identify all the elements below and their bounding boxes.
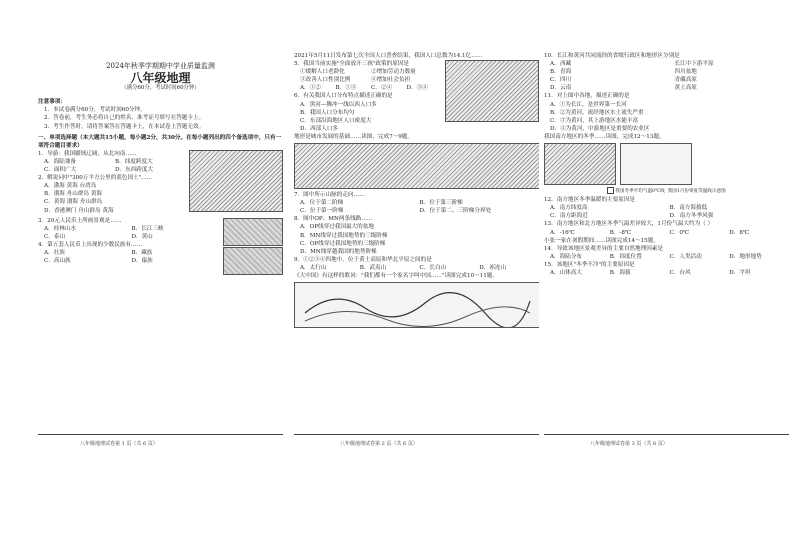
isotherm-map [620, 143, 692, 185]
population-map-figure [445, 60, 539, 122]
footer-divider [38, 434, 283, 435]
question-stem: 10．长江和黄河共同流经的省级行政区和地形区分别是 [544, 53, 680, 59]
option: D．位于第二、三阶梯分界处 [419, 208, 492, 215]
paragraph-intro: 地形是城市发展的基础……读图，完成7～9题。 [294, 133, 413, 140]
option: D．祁连山 [479, 264, 507, 271]
option-letter: D． [550, 85, 561, 92]
q5-statements [294, 68, 442, 84]
figure-legend [544, 187, 789, 196]
page-footer: 八年级地理试卷第 3 页（共 6 页） [590, 441, 668, 447]
paragraph-intro: 我国南方地区的冬季……读图，完成12～13题。 [544, 133, 665, 140]
option: C．黄海 渤海 舟山群岛 [44, 199, 103, 206]
option: D．西部人口多 [300, 125, 339, 132]
option: C．东部沿海地区人口密度大 [300, 117, 372, 124]
option: A．黑河—腾冲一线以西人口多 [300, 101, 377, 108]
option: A．太行山 [300, 264, 327, 271]
banknote-image [223, 247, 283, 275]
option: B．渤海 舟山群岛 黄海 [44, 191, 103, 198]
terrain-map-figure [294, 143, 539, 189]
option-landform: 长江中下游平原 [674, 61, 714, 68]
south-region-map [544, 143, 616, 185]
option: C．0℃ [669, 229, 690, 236]
q8-options [294, 223, 539, 255]
option-letter: A． [550, 61, 560, 68]
page-footer: 八年级地理试卷第 1 页（共 6 页） [80, 441, 158, 447]
climate-figures [544, 143, 789, 185]
q13-options [544, 229, 789, 237]
subject-title: 八年级地理 [130, 71, 191, 86]
option: A．山体高大 [550, 269, 583, 276]
option: D．东西跨度大 [115, 167, 154, 174]
option: D．傣族 [131, 258, 153, 265]
q7-options [294, 199, 539, 215]
option-landform: 黄土高原 [674, 85, 697, 92]
option-landform: 四川盆地 [674, 69, 697, 76]
q1-options [38, 158, 186, 174]
option: D．平坦 [729, 269, 751, 276]
q9-options [294, 264, 539, 272]
option: A．①② [300, 85, 321, 92]
note-item: 1．本试卷满分60分，考试时间60分钟。 [44, 107, 146, 114]
option: D．地形地势 [729, 253, 762, 260]
option: B．-8℃ [609, 229, 632, 236]
option: D．MN线穿越我国的地势阶梯 [300, 248, 377, 255]
option: B．MN线穿过我国地势的三级阶梯 [300, 232, 388, 239]
option: B．南方海拔低 [669, 205, 708, 212]
option: C．③为黄河，其上游地区水能丰富 [550, 117, 639, 124]
option: C．②④ [371, 85, 393, 92]
option: C．台风 [669, 269, 691, 276]
option: C．面积广大 [44, 167, 77, 174]
option: B．藏族 [131, 249, 153, 256]
option: D．黄山 [131, 233, 153, 240]
question-stem: 6．有关我国人口分布特点描述正确的是 [294, 93, 393, 100]
q5-answers [294, 84, 442, 92]
option: A．海陆兼备 [44, 158, 77, 165]
option: C．位于第一阶梯 [300, 208, 344, 215]
q3-options [38, 225, 219, 241]
q15-options [544, 269, 789, 277]
option: A．南方纬度高 [550, 205, 588, 212]
page-footer: 八年级地理试卷第 2 页（共 6 页） [340, 441, 418, 447]
question-stem: 11．对上图中各地，描述正确的是 [544, 93, 630, 100]
banknote-figures [38, 217, 283, 276]
option: C．泰山 [44, 233, 66, 240]
option: A．海陆分布 [550, 253, 583, 260]
option-province: 青海 [560, 69, 572, 76]
option-letter: B． [550, 69, 560, 76]
option: B．纬度位置 [609, 253, 642, 260]
legend-swatch-icon [607, 187, 614, 194]
option: C．高山族 [44, 258, 71, 265]
column-3 [544, 52, 789, 424]
option: A．桂林山水 [44, 225, 77, 232]
legend-text: 我国冬季平均气温0℃线 [615, 189, 665, 195]
paragraph-intro: 2021年5月11日发布第七次全国人口普查结果，我国人口总数为14.1亿…… [294, 53, 483, 59]
option: B．武夷山 [359, 264, 387, 271]
option: D．香港澳门 舟山群岛 黄海 [44, 207, 114, 214]
footer-divider [294, 434, 539, 435]
option: A．-16℃ [550, 229, 575, 236]
option: A．①为长江，是世界第一长河 [550, 101, 627, 108]
option: D．④为黄河，中游地区是重要的农业区 [550, 125, 650, 132]
river-map-figure [294, 282, 539, 328]
option-landform: 青藏高原 [674, 77, 697, 84]
option: ④增加社会负担 [371, 77, 411, 84]
option: A．渤海 黄海 台湾岛 [44, 183, 97, 190]
note-item: 3．考生作答时，请将答案答在答题卡上，在本试卷上答题无效。 [44, 123, 205, 130]
question-stem: 12．南方地区冬季温暖的主要原因是 [544, 197, 636, 204]
option: C．南方距海近 [550, 213, 588, 220]
q4-options [38, 249, 219, 265]
china-map-figure [189, 150, 283, 212]
option: D．8℃ [729, 229, 750, 236]
option: B．我国人口分布均匀 [300, 109, 355, 116]
option-province: 云南 [560, 85, 572, 92]
exam-meta: （满分60分，考试时间60分钟） [121, 85, 200, 92]
option: D．南方冬季风强 [669, 213, 714, 220]
column-1 [38, 52, 283, 424]
question-stem: 9．①②③④四地中，位于黄土高原和华北平原之间的是 [294, 256, 432, 263]
option-letter: C． [550, 77, 560, 84]
option: B．位于第三阶梯 [419, 200, 463, 207]
option: D．③④ [406, 85, 428, 92]
option: A．OP线穿过我国最大的盆地 [300, 224, 374, 231]
option: A．壮族 [44, 249, 65, 256]
option: C．OP线穿过我国地势的三级阶梯 [300, 240, 386, 247]
q12-options [544, 204, 789, 220]
option-province: 四川 [560, 77, 572, 84]
option: B．②为黄河，流经地区水土流失严重 [550, 109, 644, 116]
notes-title: 注意事项： [38, 99, 66, 106]
option: B．长江三峡 [131, 225, 164, 232]
option: B．①③ [335, 85, 357, 92]
figure-caption: 我国1月份零度等温线示意图 [667, 189, 726, 195]
option-province: 西藏 [560, 61, 572, 68]
footer-divider [544, 434, 789, 435]
option: ①缓解人口老龄化 [300, 69, 345, 76]
question-stem: 13．南方地区和北方地区冬季气温差异较大，1月份气温大约为（ ） [544, 221, 714, 228]
question-stem: 7．图中所示山脉的走向…… [294, 192, 365, 199]
question-stem: 2．解说词中"300万平方公里的蓝色国土"…… [38, 175, 153, 182]
option: B．纬度跨度大 [115, 158, 153, 165]
q11-options [544, 101, 789, 133]
river-drawing [295, 283, 539, 327]
question-stem: 8．图中OP、MN两条线路…… [294, 216, 373, 223]
question-stem: 4．第五套人民币上出现的少数民族有…… [38, 241, 143, 248]
question-stem: 15．该地区"冬季不冷"的主要原因是 [544, 261, 635, 268]
option: ②增加劳动力数量 [371, 69, 416, 76]
option: B．海拔 [609, 269, 631, 276]
banknote-image [223, 218, 283, 246]
option: A．位于第二阶梯 [300, 200, 344, 207]
question-stem: 14．导致该地区景观差异的主要自然地理因素是 [544, 245, 663, 252]
paragraph-intro: 《大中国》有这样的歌词："我们都有一个家名字叫中国……"读图完成10～11题。 [294, 272, 498, 279]
question-stem: 3．20元人民币上所画景观是…… [38, 217, 122, 224]
note-item: 2．答卷前，考生务必将自己的姓名、准考证号填写在答题卡上。 [44, 115, 205, 122]
section-heading: 一、单项选择题（本大题共15小题，每小题2分，共30分。在每小题列出的四个备选项中，只有一项符合题目要求） [38, 134, 282, 149]
q10-options-table [544, 60, 789, 92]
question-stem: 1．导游：我国疆域辽阔，从北向南…… [38, 150, 137, 157]
q14-options [544, 253, 789, 261]
exam-title: 2024年秋季学期期中学业质量监测 [106, 62, 215, 70]
option: C．长白山 [419, 264, 447, 271]
question-stem: 5．我国当前实施"全面放开三孩"政策的原因是 [294, 61, 409, 68]
column-2 [294, 52, 539, 424]
option: C．人类活动 [669, 253, 702, 260]
paragraph-intro: 小张一家在暑假期间……读图完成14～15题。 [544, 237, 659, 244]
option: ③改善人口性别比例 [300, 77, 351, 84]
